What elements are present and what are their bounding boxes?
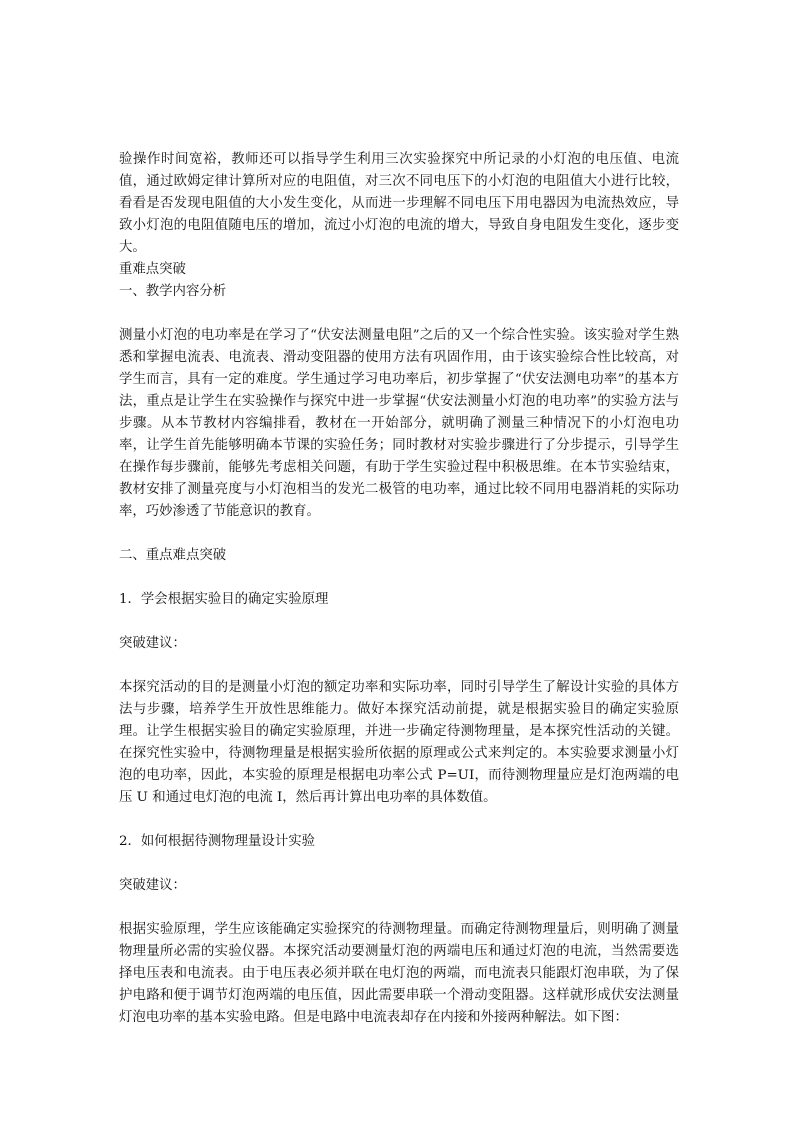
intro-paragraph: 验操作时间宽裕，教师还可以指导学生利用三次实验探究中所记录的小灯泡的电压值、电流值，通过欧姆定律计算所对应的电阻值，对三次不同电压下的小灯泡的电阻值大小进行比较，看看是否发现电阻值的大小发生变化，从而进一步理解不同电压下用电器因为电流热效应，导致小灯泡的电阻值随电压的增加，流过小灯泡的电流的增大，导致自身电阻发生变化，逐步变大。 bbox=[119, 152, 679, 255]
spacer bbox=[119, 655, 679, 677]
heading-teaching-content-analysis: 一、教学内容分析 bbox=[119, 284, 227, 299]
analysis-paragraph: 测量小灯泡的电功率是在学习了“伏安法测量电阻”之后的又一个综合性实验。该实验对学生熟悉和掌握电流表、电流表、滑动变阻器的使用方法有巩固作用，由于该实验综合性比较高，对学生而言，具有一定的难度。学生通过学习电功率后，初步掌握了“伏安法测电功率”的基本方法，重点是让学生在实验操作与探究中进一步掌握“伏安法测量小灯泡的电功率”的实验方法与步骤。从本节教材内容编排看，教材在一开始部分，就明确了测量三种情况下的小灯泡电功率，让学生首先能够明确本节课的实验任务；同时教材对实验步骤进行了分步提示，引导学生在操作每步骤前，能够先考虑相关问题，有助于学生实验过程中积极思维。在本节实验结束，教材安排了测量亮度与小灯泡相当的发光二极管的电功率，通过比较不同用电器消耗的实际功率，巧妙渗透了节能意识的教育。 bbox=[119, 328, 679, 519]
spacer bbox=[119, 523, 679, 545]
spacer bbox=[119, 853, 679, 875]
item-1-advice-label: 突破建议： bbox=[119, 636, 186, 651]
spacer bbox=[119, 303, 679, 325]
item-2-advice-label: 突破建议： bbox=[119, 878, 186, 893]
spacer bbox=[119, 809, 679, 831]
item-1-paragraph: 本探究活动的目的是测量小灯泡的额定功率和实际功率，同时引导学生了解设计实验的具体方法与步骤，培养学生开放性思维能力。做好本探究活动前提，就是根据实验目的确定实验原理。让学生根据实验目的确定实验原理，并进一步确定待测物理量，是本探究性活动的关键。在探究性实验中，待测物理量是根据实验所依据的原理或公式来判定的。本实验要求测量小灯泡的电功率，因此，本实验的原理是根据电功率公式 P=UI，而待测物理量应是灯泡两端的电压 U 和通过电灯泡的电流 I，然后再计算出电功率的具体数值。 bbox=[119, 680, 679, 805]
item-2-title: 2．如何根据待测物理量设计实验 bbox=[119, 834, 315, 849]
spacer bbox=[119, 567, 679, 589]
item-1-title: 1．学会根据实验目的确定实验原理 bbox=[119, 592, 329, 607]
item-2-paragraph: 根据实验原理，学生应该能确定实验探究的待测物理量。而确定待测物理量后，则明确了测量物理量所必需的实验仪器。本探究活动要测量灯泡的两端电压和通过灯泡的电流，当然需要选择电压表和电流表。由于电压表必须并联在电灯泡的两端，而电流表只能跟灯泡串联，为了保护电路和便于调节灯泡两端的电压值，因此需要串联一个滑动变阻器。这样就形成伏安法测量灯泡电功率的基本实验电路。但是电路中电流表却存在内接和外接两种解法。如下图： bbox=[119, 922, 679, 1025]
heading-key-difficulties: 二、重点难点突破 bbox=[119, 548, 227, 563]
section-title-key-points: 重难点突破 bbox=[119, 262, 186, 277]
spacer bbox=[119, 611, 679, 633]
spacer bbox=[119, 897, 679, 919]
document-page bbox=[119, 149, 679, 1029]
